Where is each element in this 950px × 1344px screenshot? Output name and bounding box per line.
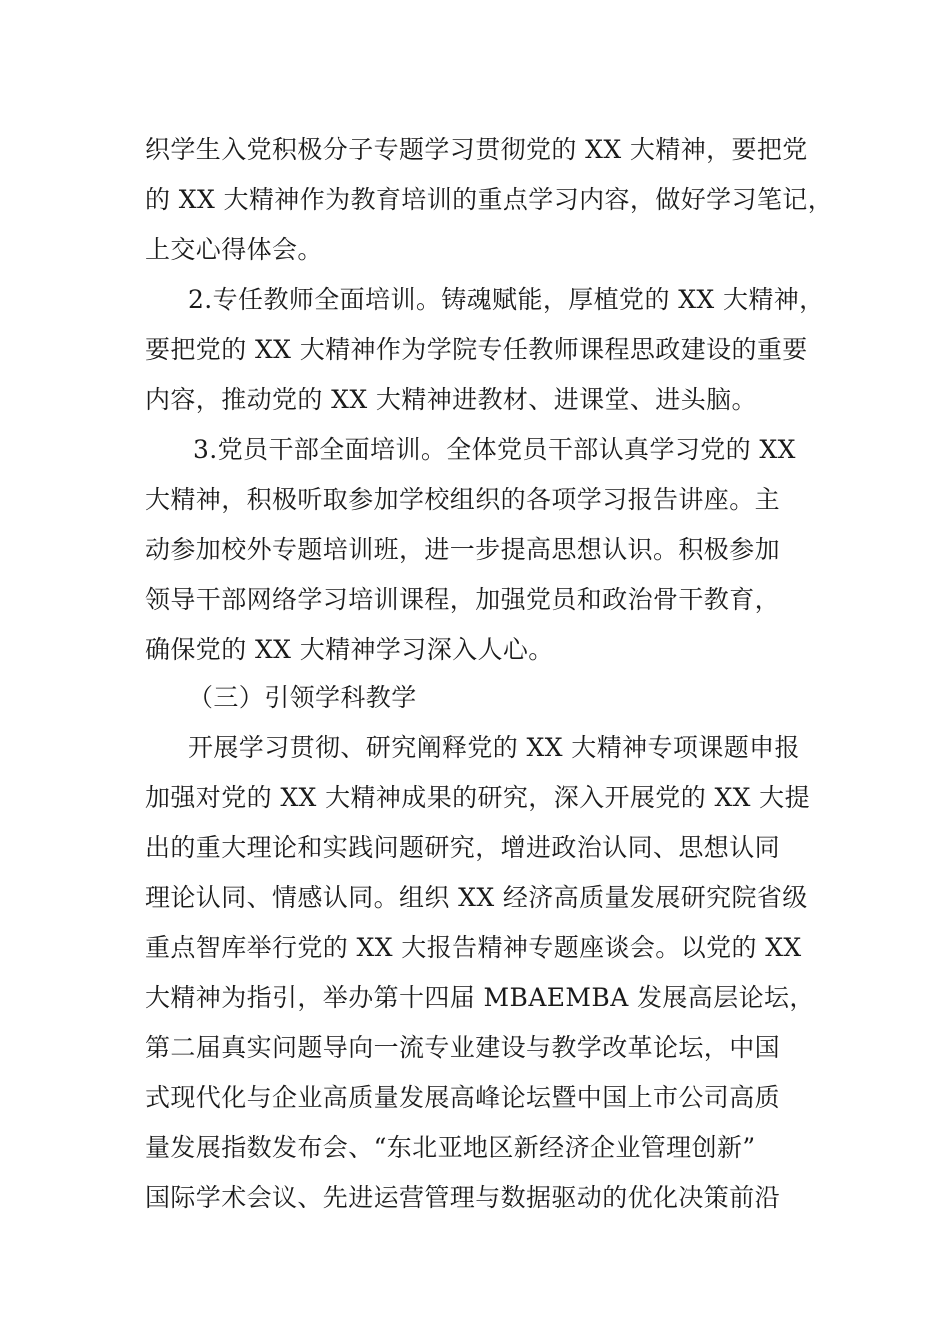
text-line: 大精神，积极听取参加学校组织的各项学习报告讲座。主 xyxy=(145,485,781,514)
paragraph-2-start: 2.专任教师全面培训。铸魂赋能，厚植党的 XX 大精神， xyxy=(188,285,825,314)
text-line: 量发展指数发布会、“东北亚地区新经济企业管理创新” xyxy=(145,1133,756,1162)
text-line: 动参加校外专题培训班，进一步提高思想认识。积极参加 xyxy=(145,535,781,564)
text-line: 第二届真实问题导向一流专业建设与教学改革论坛，中国 xyxy=(145,1033,781,1062)
section-heading: （三）引领学科教学 xyxy=(188,683,417,712)
text-line: 内容，推动党的 XX 大精神进教材、进课堂、进头脑。 xyxy=(145,385,757,414)
text-line: 式现代化与企业高质量发展高峰论坛暨中国上市公司高质 xyxy=(145,1083,781,1112)
text-line: 织学生入党积极分子专题学习贯彻党的 XX 大精神，要把党 xyxy=(145,135,808,164)
text-line: 大精神为指引，举办第十四届 MBAEMBA 发展高层论坛， xyxy=(145,983,815,1012)
paragraph-4-start: 开展学习贯彻、研究阐释党的 XX 大精神专项课题申报 xyxy=(188,733,800,762)
text-line: 加强对党的 XX 大精神成果的研究，深入开展党的 XX 大提 xyxy=(145,783,810,812)
text-line: 领导干部网络学习培训课程，加强党员和政治骨干教育， xyxy=(145,585,781,614)
paragraph-3-start: 3.党员干部全面培训。全体党员干部认真学习党的 XX xyxy=(193,435,796,464)
text-line: 出的重大理论和实践问题研究，增进政治认同、思想认同 xyxy=(145,833,781,862)
text-line: 重点智库举行党的 XX 大报告精神专题座谈会。以党的 XX xyxy=(145,933,802,962)
text-line: 要把党的 XX 大精神作为学院专任教师课程思政建设的重要 xyxy=(145,335,808,364)
text-line: 确保党的 XX 大精神学习深入人心。 xyxy=(145,635,554,664)
text-line: 理论认同、情感认同。组织 XX 经济高质量发展研究院省级 xyxy=(145,883,808,912)
text-line: 的 XX 大精神作为教育培训的重点学习内容，做好学习笔记， xyxy=(145,185,834,214)
text-line: 国际学术会议、先进运营管理与数据驱动的优化决策前沿 xyxy=(145,1183,781,1212)
text-line: 上交心得体会。 xyxy=(145,235,323,264)
